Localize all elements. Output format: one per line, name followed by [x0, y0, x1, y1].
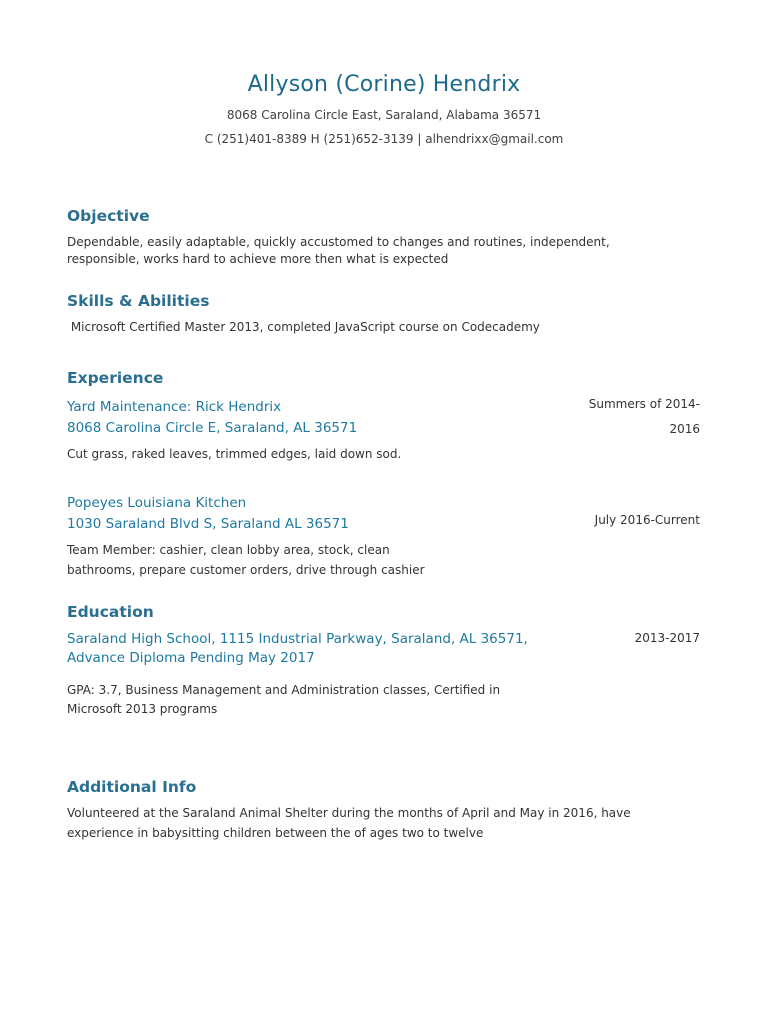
applicant-address: 8068 Carolina Circle East, Saraland, Alabama 36571 — [226, 108, 542, 122]
skills-heading: Skills & Abilities — [67, 292, 210, 310]
job-1-employer: Yard Maintenance: Rick Hendrix — [67, 399, 282, 415]
job-1-date-line-2: 2016 — [669, 422, 700, 436]
school-line-2: Advance Diploma Pending May 2017 — [67, 650, 315, 666]
applicant-name: Allyson (Corine) Hendrix — [247, 72, 521, 97]
education-description-line-1: GPA: 3.7, Business Management and Administration classes, Certified in — [67, 683, 501, 697]
job-2-description-line-1: Team Member: cashier, clean lobby area, stock, clean — [67, 543, 390, 557]
education-description-line-2: Microsoft 2013 programs — [67, 702, 218, 716]
objective-heading: Objective — [67, 207, 150, 225]
objective-line-2: responsible, works hard to achieve more then what is expected — [67, 252, 449, 266]
applicant-contact: C (251)401-8389 H (251)652-3139 | alhendrixx@gmail.com — [204, 132, 564, 146]
additional-info-line-2: experience in babysitting children between the of ages two to twelve — [67, 826, 484, 840]
additional-info-line-1: Volunteered at the Saraland Animal Shelter during the months of April and May in 2016, have — [67, 806, 631, 820]
education-date: 2013-2017 — [634, 631, 700, 645]
resume-header — [0, 70, 768, 148]
job-1-description: Cut grass, raked leaves, trimmed edges, laid down sod. — [67, 447, 402, 461]
job-1-date-line-1: Summers of 2014- — [588, 397, 700, 411]
objective-line-1: Dependable, easily adaptable, quickly accustomed to changes and routines, independent, — [67, 235, 610, 249]
experience-heading: Experience — [67, 369, 164, 387]
job-2-employer: Popeyes Louisiana Kitchen — [67, 495, 247, 511]
job-2-description-line-2: bathrooms, prepare customer orders, drive through cashier — [67, 563, 425, 577]
job-2-date: July 2016-Current — [594, 513, 700, 527]
school-line-1: Saraland High School, 1115 Industrial Parkway, Saraland, AL 36571, — [67, 631, 528, 647]
additional-info-heading: Additional Info — [67, 778, 197, 796]
education-heading: Education — [67, 603, 154, 621]
job-2-address: 1030 Saraland Blvd S, Saraland AL 36571 — [67, 516, 349, 532]
skills-text: Microsoft Certified Master 2013, completed JavaScript course on Codecademy — [67, 320, 540, 334]
job-1-address: 8068 Carolina Circle E, Saraland, AL 36571 — [67, 420, 358, 436]
